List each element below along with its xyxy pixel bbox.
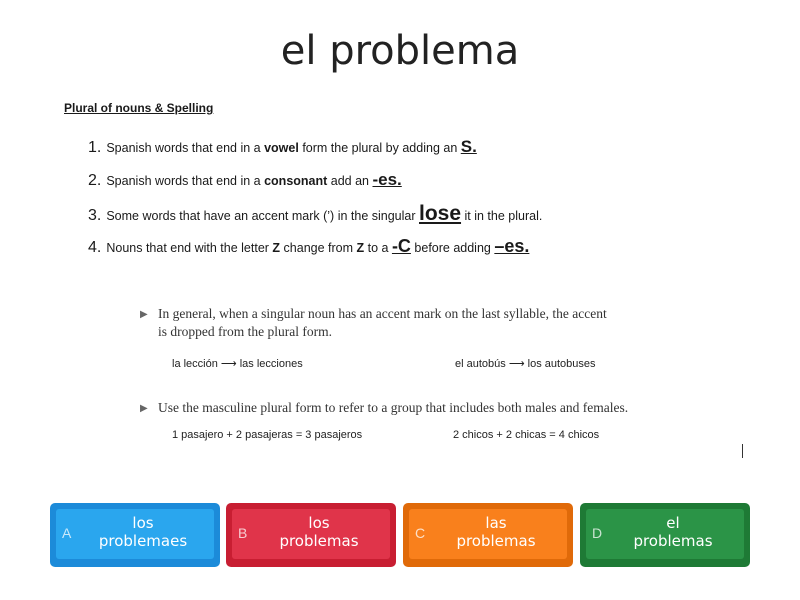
accent-note-line1: In general, when a singular noun has an accent mark on the last syllable, the accent: [158, 306, 607, 321]
question-title: el problema: [280, 28, 520, 74]
rule-bold: vowel: [264, 141, 299, 155]
answer-letter: D: [592, 525, 603, 541]
answer-button-a[interactable]: [50, 503, 220, 567]
rule-text: before adding: [410, 241, 495, 255]
grammar-notes-image: [60, 98, 750, 458]
rule-number: 1.: [88, 139, 102, 156]
answer-label: [425, 514, 567, 550]
notes-heading: Plural of nouns & Spelling: [64, 101, 214, 115]
answer-line: problemas: [456, 532, 536, 550]
rule-text: it in the plural.: [461, 209, 543, 223]
example-chicos: 2 chicos + 2 chicas = 4 chicos: [453, 429, 600, 441]
rule-highlight: -es.: [372, 170, 402, 189]
answer-line: las: [485, 514, 507, 532]
answer-line: problemaes: [98, 532, 188, 550]
answer-line: problemas: [279, 532, 359, 550]
answer-letter: C: [415, 525, 426, 541]
rule-bold: consonant: [264, 174, 328, 188]
rule-text: Spanish words that end in a: [106, 141, 265, 155]
answer-options: [50, 503, 750, 567]
answer-button-c[interactable]: [403, 503, 573, 567]
rule-text: Nouns that end with the letter: [106, 241, 273, 255]
answer-line: los: [132, 514, 154, 532]
rule-highlight: S.: [460, 137, 477, 156]
example-autobus: el autobús ⟶ los autobuses: [455, 358, 596, 370]
accent-note-line2: is dropped from the plural form.: [158, 324, 332, 339]
masculine-note: Use the masculine plural form to refer to a group that includes both males and females.: [158, 400, 629, 415]
triangle-bullet-icon: ▶: [140, 403, 148, 414]
rule-highlight: -C: [391, 236, 411, 256]
answer-label: [72, 514, 214, 550]
answer-letter: A: [62, 525, 72, 541]
rule-text: form the plural by adding an: [298, 141, 461, 155]
rule-2: [88, 170, 402, 190]
answer-button-d[interactable]: [580, 503, 750, 567]
example-leccion: la lección ⟶ las lecciones: [172, 358, 303, 370]
answer-line: problemas: [633, 532, 713, 550]
rule-bold: Z: [272, 241, 281, 255]
answer-label: [602, 514, 744, 550]
example-pasajeros: 1 pasajero + 2 pasajeras = 3 pasajeros: [172, 429, 363, 441]
rule-number: 4.: [88, 239, 102, 256]
rule-highlight: lose: [419, 202, 462, 225]
rule-bold: Z: [356, 241, 365, 255]
text-cursor: [742, 444, 743, 458]
rule-text: Spanish words that end in a: [106, 174, 265, 188]
triangle-bullet-icon: ▶: [140, 309, 148, 320]
answer-line: el: [666, 514, 680, 532]
rule-number: 2.: [88, 172, 102, 189]
rule-text: to a: [364, 241, 392, 255]
rule-4: [88, 236, 529, 257]
answer-letter: B: [238, 525, 248, 541]
answer-button-b[interactable]: [226, 503, 396, 567]
answer-line: los: [308, 514, 330, 532]
rule-1: [88, 137, 477, 157]
answer-label: [248, 514, 390, 550]
rule-text: Some words that have an accent mark (’) in the singular: [106, 209, 419, 223]
rule-number: 3.: [88, 207, 102, 224]
rule-3: [88, 202, 542, 226]
rule-text: add an: [327, 174, 373, 188]
rule-highlight: –es.: [494, 236, 530, 256]
rule-text: change from: [280, 241, 357, 255]
